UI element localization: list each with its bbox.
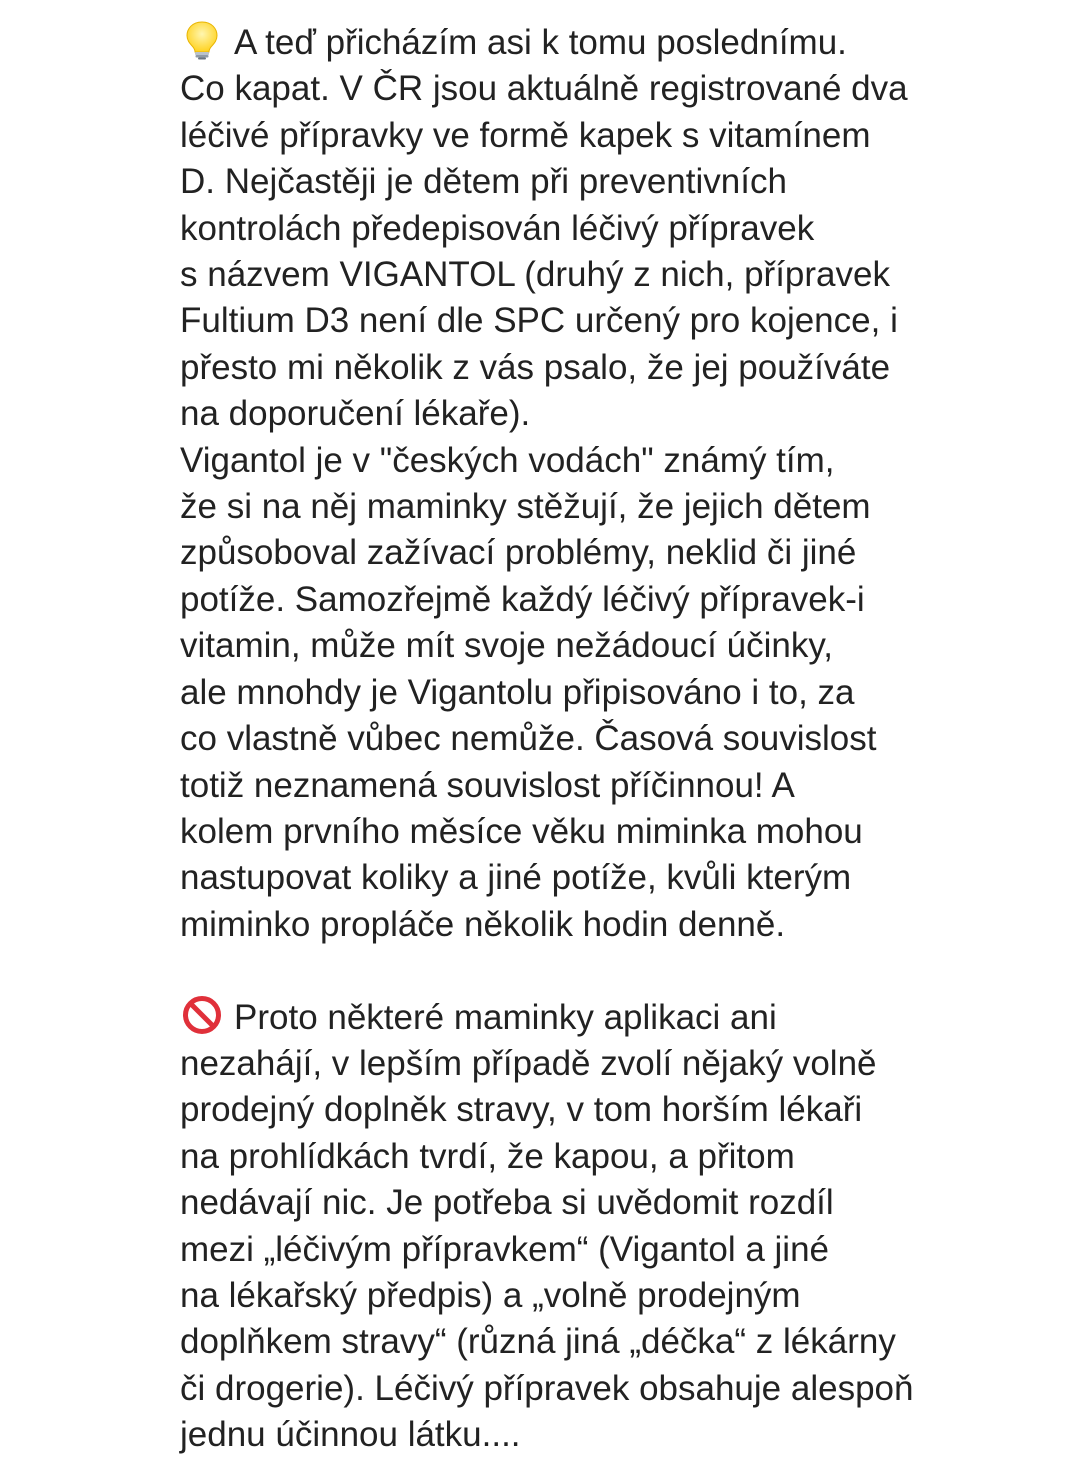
text-line: nastupovat koliky a jiné potíže, kvůli kterým <box>180 858 852 898</box>
text-line: přesto mi několik z vás psalo, že jej používáte <box>180 347 891 387</box>
text-line: na doporučení lékaře). <box>180 394 531 434</box>
text-line: Vigantol je v "českých vodách" známý tím, <box>180 440 835 480</box>
text-line: totiž neznamená souvislost příčinnou! A <box>180 765 795 805</box>
post-text <box>180 20 1060 1459</box>
paragraph-vitamin-drops <box>180 20 1060 948</box>
text-line: Proto některé maminky aplikaci ani <box>180 995 1060 1041</box>
text-line: způsoboval zažívací problémy, neklid či jiné <box>180 533 857 573</box>
text-line: prodejný doplněk stravy, v tom horším lékaři <box>180 1090 863 1130</box>
text-line: potíže. Samozřejmě každý léčivý přípravek-i <box>180 579 865 619</box>
text-line: kontrolách předepisován léčivý přípravek <box>180 208 815 248</box>
text-line: mezi „léčivým přípravkem“ (Vigantol a jiné <box>180 1229 830 1269</box>
light-bulb-icon <box>180 20 224 60</box>
text-line: či drogerie). Léčivý přípravek obsahuje alespoň <box>180 1368 914 1408</box>
text-line: na prohlídkách tvrdí, že kapou, a přitom <box>180 1136 795 1176</box>
text-line: Fultium D3 není dle SPC určený pro kojence, i <box>180 301 898 341</box>
text-line: jednu účinnou látku.... <box>180 1415 521 1455</box>
text-line: nedávají nic. Je potřeba si uvědomit rozdíl <box>180 1183 834 1223</box>
text-line: A teď přicházím asi k tomu poslednímu. <box>180 20 1060 66</box>
text-line: co vlastně vůbec nemůže. Časová souvislost <box>180 719 877 759</box>
prohibited-icon <box>180 995 224 1035</box>
text-line: Co kapat. V ČR jsou aktuálně registrované dva <box>180 69 908 109</box>
text-line: D. Nejčastěji je dětem při preventivních <box>180 162 787 202</box>
text-line: doplňkem stravy“ (různá jiná „déčka“ z lékárny <box>180 1322 896 1362</box>
text-line: miminko propláče několik hodin denně. <box>180 904 786 944</box>
paragraph-supplements <box>180 995 1060 1459</box>
text-line: s názvem VIGANTOL (druhý z nich, přípravek <box>180 255 890 295</box>
text-line: léčivé přípravky ve formě kapek s vitamínem <box>180 115 871 155</box>
paragraph-spacer <box>180 948 1060 994</box>
text-line: že si na něj maminky stěžují, že jejich dětem <box>180 487 871 527</box>
text-line: na lékařský předpis) a „volně prodejným <box>180 1275 801 1315</box>
text-line: vitamin, může mít svoje nežádoucí účinky, <box>180 626 833 666</box>
text-line: kolem prvního měsíce věku miminka mohou <box>180 811 863 851</box>
text-line: ale mnohdy je Vigantolu připisováno i to, za <box>180 672 855 712</box>
text-line: nezahájí, v lepším případě zvolí nějaký volně <box>180 1043 877 1083</box>
